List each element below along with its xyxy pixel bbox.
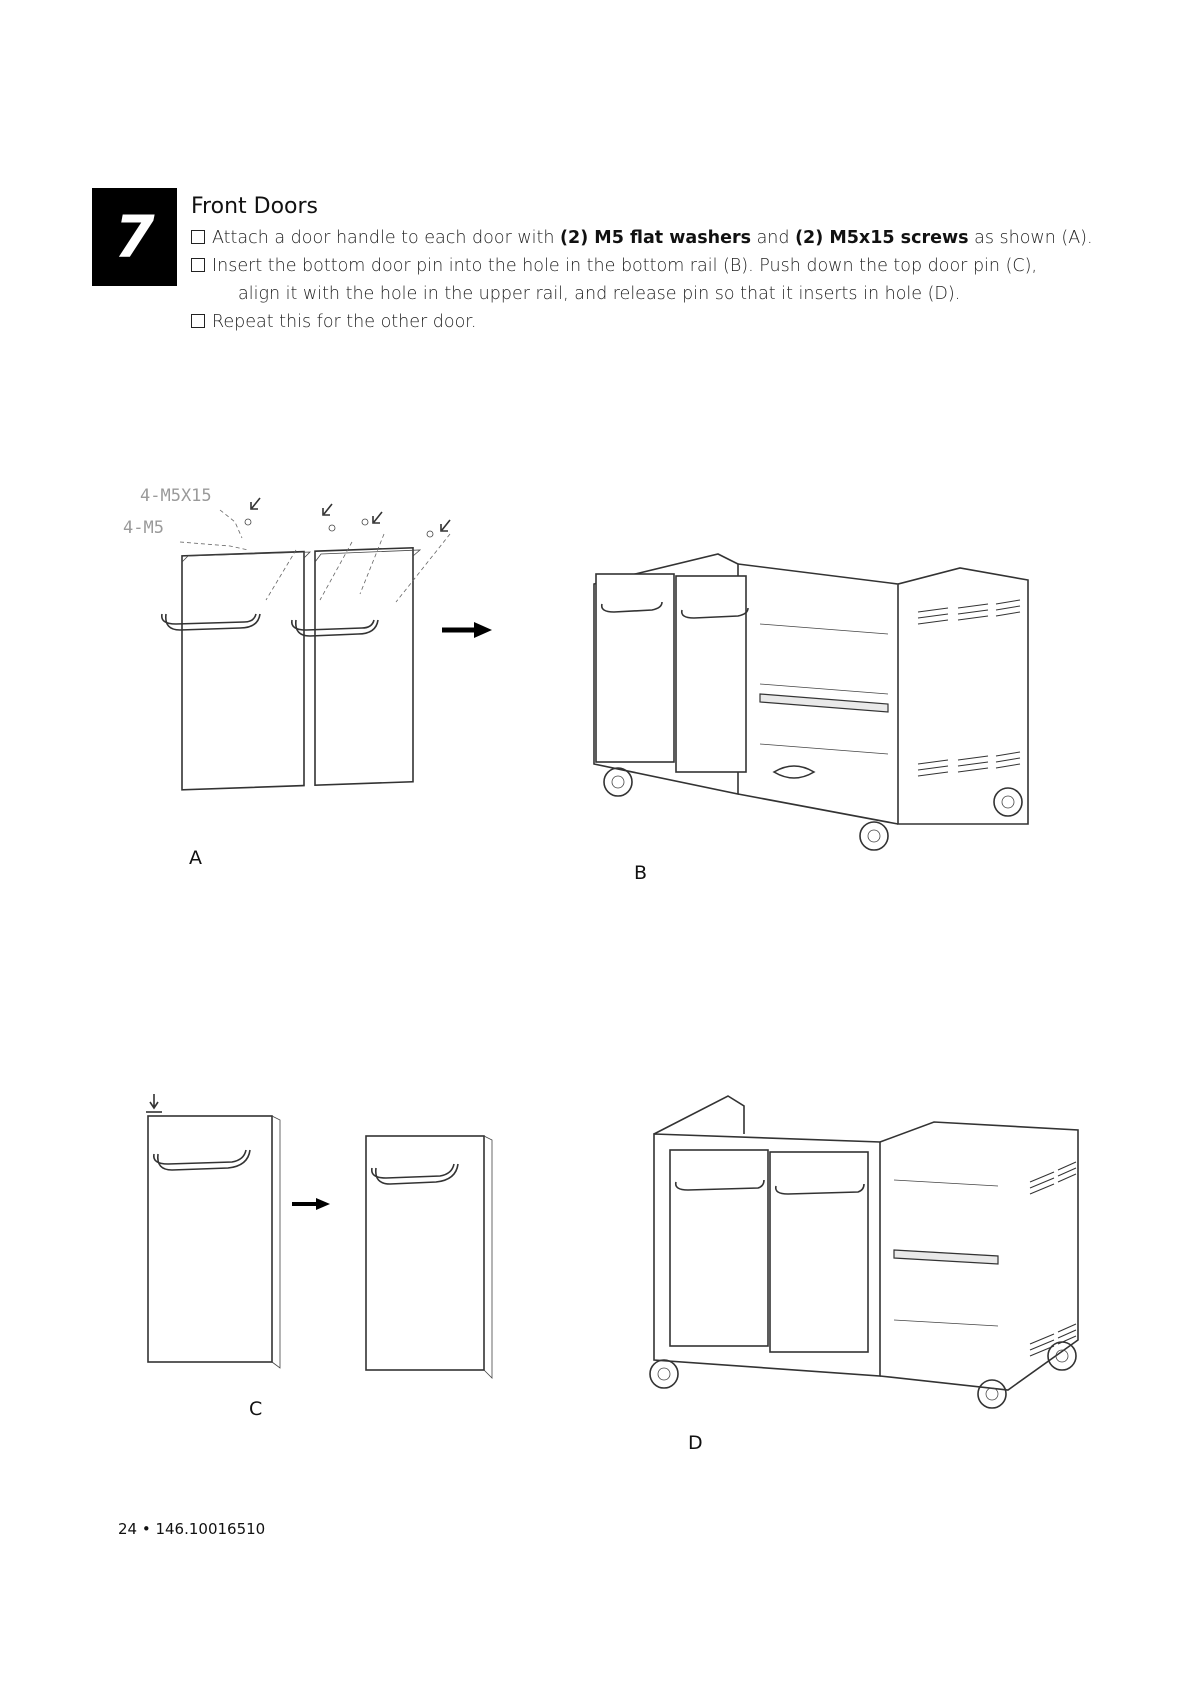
instruction-item-3: Repeat this for the other door. [191, 308, 1111, 336]
figure-d-illustration [648, 1090, 1088, 1430]
instruction-item-1: Attach a door handle to each door with (2) M5 flat washers and (2) M5x15 screws as shown (A). [191, 224, 1111, 252]
page-footer: 24 • 146.10016510 [118, 1520, 266, 1538]
step-number: 7 [114, 203, 155, 271]
checkbox-icon[interactable] [191, 314, 205, 328]
checkbox-icon[interactable] [191, 258, 205, 272]
callout-screws: 4-M5X15 [140, 486, 212, 506]
callout-washers: 4-M5 [123, 518, 164, 538]
figure-label-c: C [249, 1398, 263, 1420]
instruction-item-2: Insert the bottom door pin into the hole in the bottom rail (B). Push down the top door pin (C), align it with the hole in the upper rail, and release pin so that it inserts in hole (D). [191, 252, 1111, 308]
figure-label-a: A [189, 847, 202, 869]
figure-b-illustration [588, 524, 1048, 894]
section-title: Front Doors [191, 194, 319, 219]
figure-label-b: B [634, 862, 648, 884]
step-number-badge [92, 188, 177, 286]
figure-c-illustration [140, 1090, 500, 1400]
figure-a-illustration [120, 490, 510, 800]
figure-label-d: D [688, 1432, 703, 1454]
checkbox-icon[interactable] [191, 230, 205, 244]
instruction-list [191, 224, 1111, 336]
